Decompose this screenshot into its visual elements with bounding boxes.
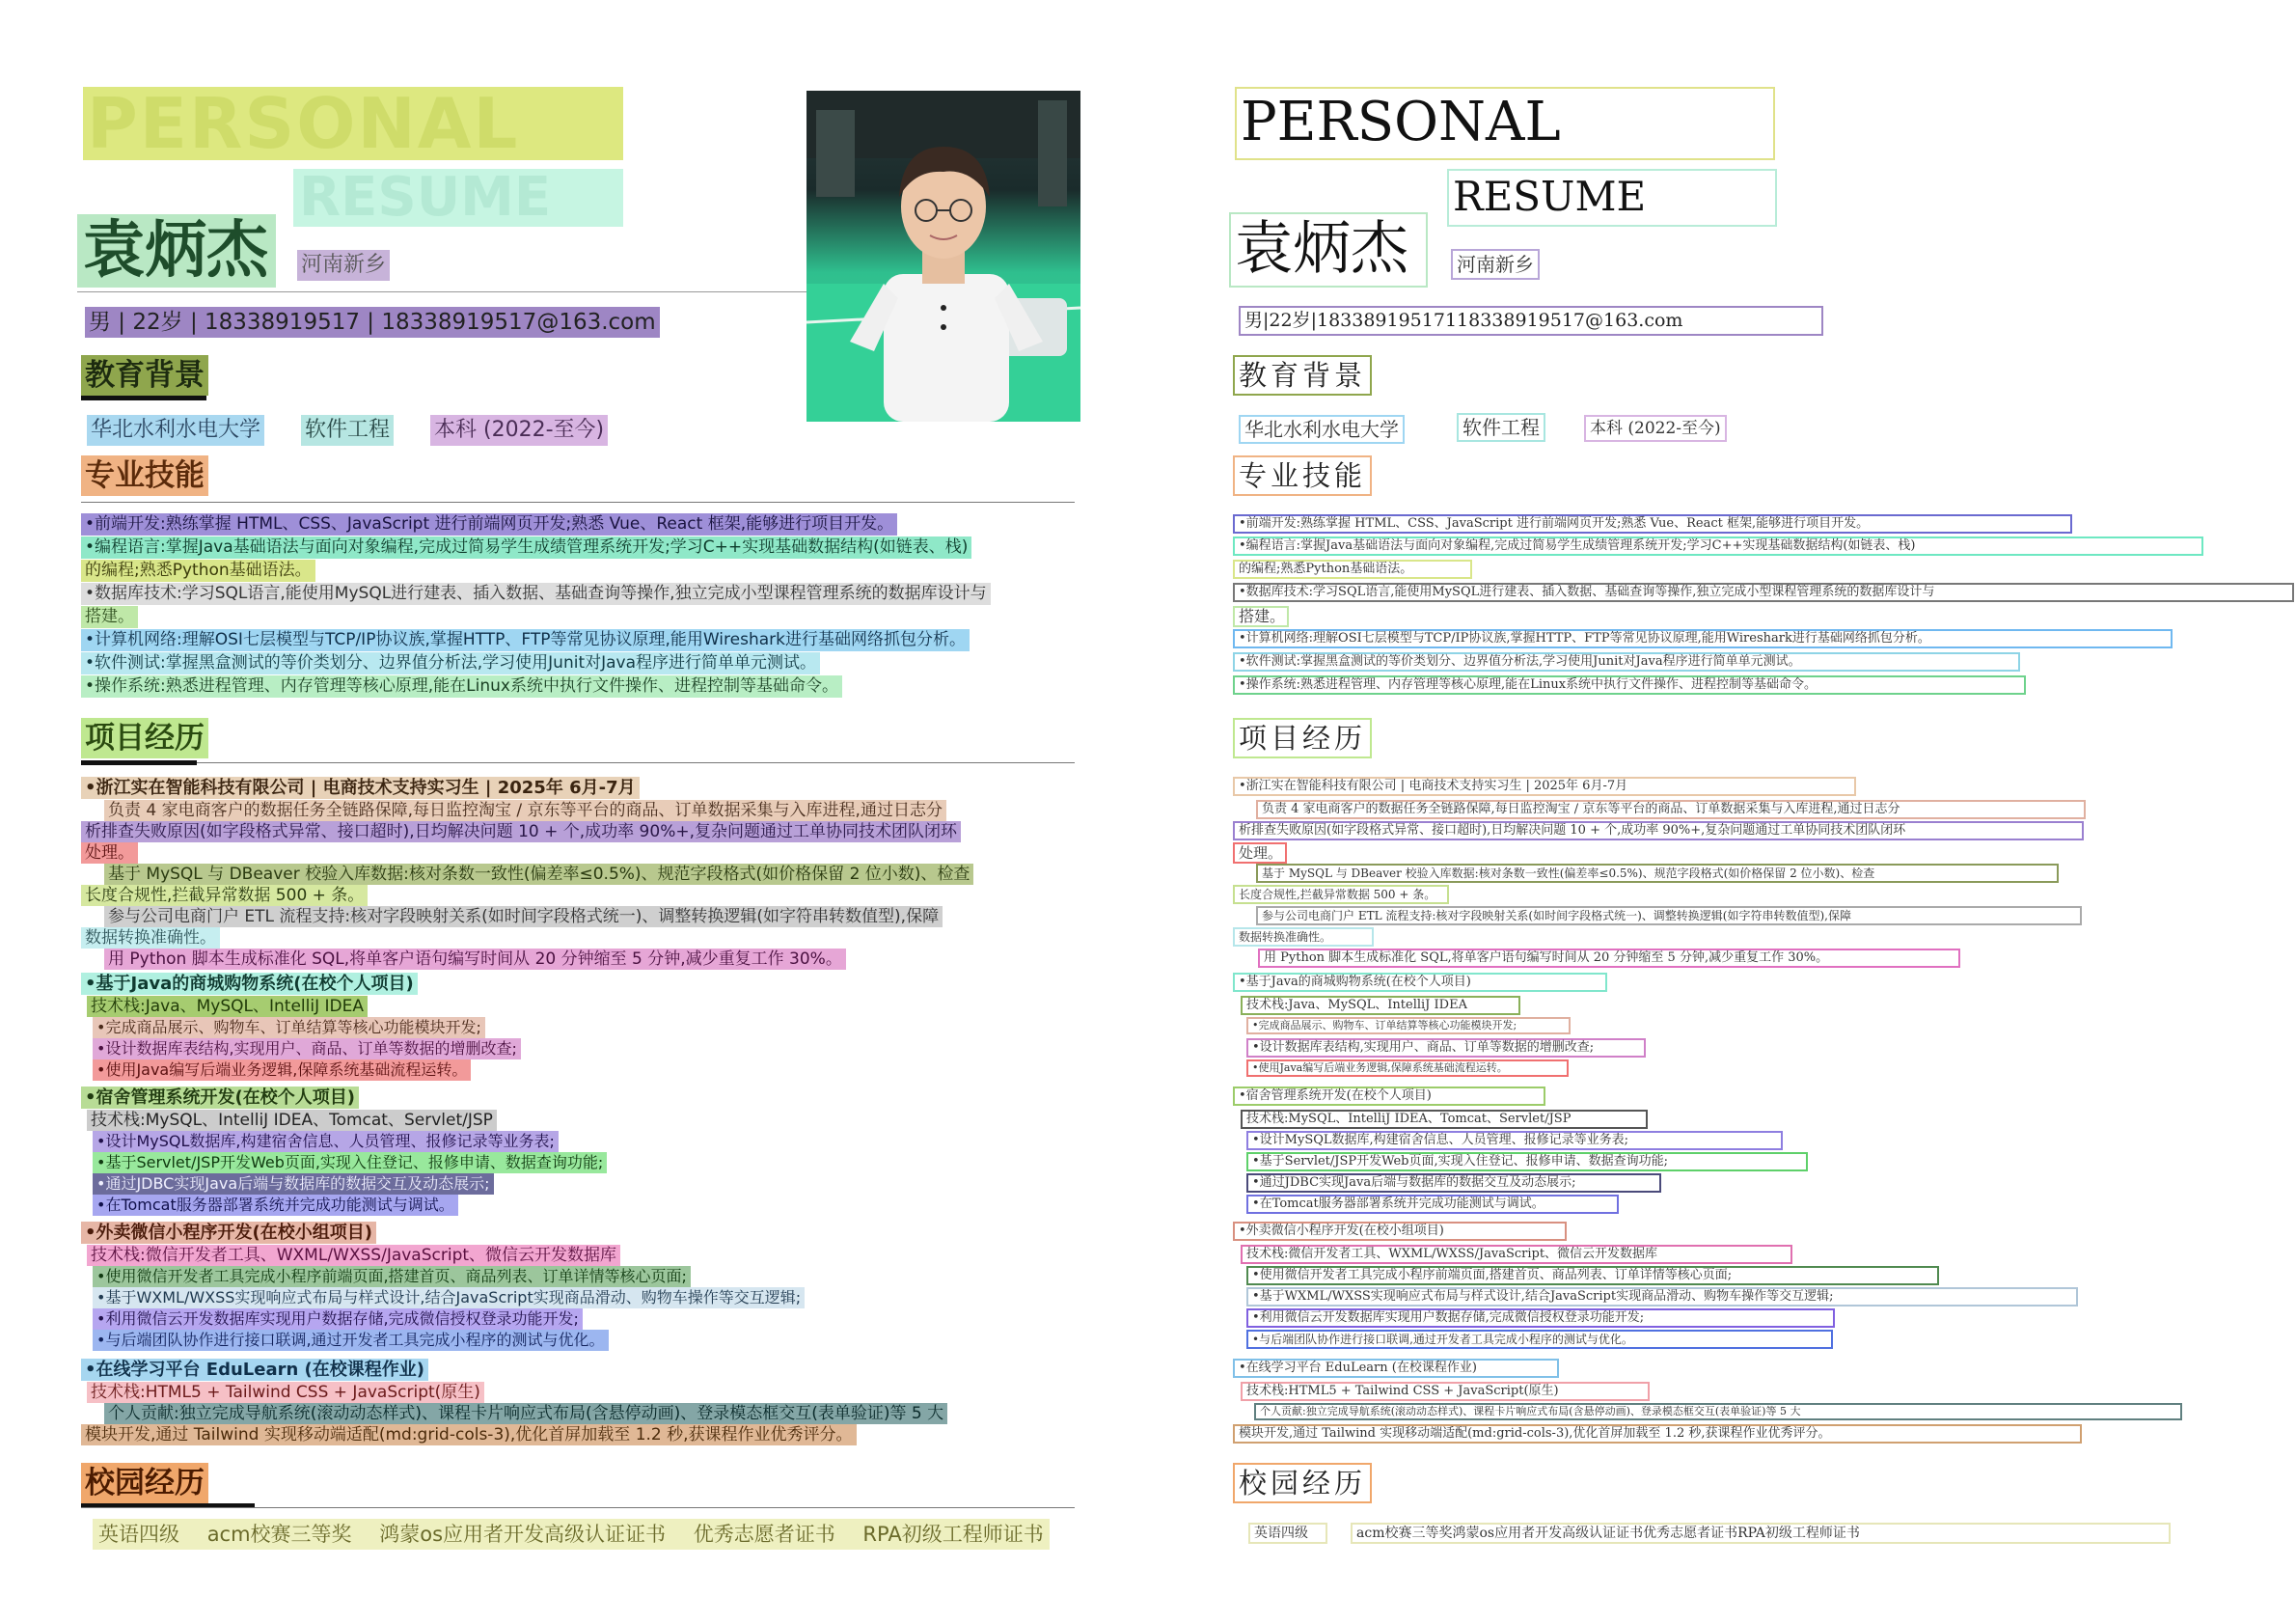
education-heading-outline: 教育背景 (1233, 355, 1372, 396)
title-resume: RESUME (293, 169, 623, 227)
profile-photo (806, 91, 1080, 422)
wechat-item-1-outline: •使用微信开发者工具完成小程序前端页面,搭建首页、商品列表、订单详情等核心页面; (1246, 1266, 1939, 1285)
campus-item: RPA初级工程师证书 (862, 1523, 1044, 1546)
dorm-item-2: •基于Servlet/JSP开发Web页面,实现入住登记、报修申请、数据查询功能; (93, 1152, 607, 1173)
internship-line-1-outline: 负责 4 家电商客户的数据任务全链路保障,每日监控淘宝 / 京东等平台的商品、订单数据采集与入库进程,通过日志分 (1256, 800, 2086, 819)
wechat-item-4-outline: •与后端团队协作进行接口联调,通过开发者工具完成小程序的测试与优化。 (1246, 1330, 1833, 1349)
edulearn-stack: 技术栈:HTML5 + Tailwind CSS + JavaScript(原生) (87, 1382, 484, 1403)
dorm-item-2-outline: •基于Servlet/JSP开发Web页面,实现入住登记、报修申请、数据查询功能; (1246, 1152, 1808, 1171)
edulearn-line-2: 模块开发,通过 Tailwind 实现移动端适配(md:grid-cols-3),优化首屏加载至 1.2 秒,获课程作业优秀评分。 (81, 1424, 857, 1445)
skill-frontend-outline: •前端开发:熟练掌握 HTML、CSS、JavaScript 进行前端网页开发;熟悉 Vue、React 框架,能够进行项目开发。 (1233, 514, 2072, 534)
person-illustration (806, 91, 1080, 422)
skill-frontend: •前端开发:熟练掌握 HTML、CSS、JavaScript 进行前端网页开发;熟悉 Vue、React 框架,能够进行项目开发。 (81, 513, 897, 536)
wechat-stack: 技术栈:微信开发者工具、WXML/WXSS/JavaScript、微信云开发数据库 (87, 1245, 620, 1266)
edulearn-line-2-outline: 模块开发,通过 Tailwind 实现移动端适配(md:grid-cols-3),优化首屏加载至 1.2 秒,获课程作业优秀评分。 (1233, 1424, 2082, 1444)
internship-line-8-outline: 用 Python 脚本生成标准化 SQL,将单客户语句编写时间从 20 分钟缩至 5 分钟,减少重复工作 30%。 (1258, 949, 1960, 968)
contact-info: 男 | 22岁 | 18338919517 | 18338919517@163.com (85, 307, 660, 338)
mall-item-3-outline: •使用Java编写后端业务逻辑,保障系统基础流程运转。 (1246, 1059, 1569, 1077)
internship-line-7-outline: 数据转换准确性。 (1233, 927, 1374, 947)
skill-programming: •编程语言:掌握Java基础语法与面向对象编程,完成过简易学生成绩管理系统开发;学习C++实现基础数据结构(如链表、栈) (81, 536, 971, 559)
skill-os: •操作系统:熟悉进程管理、内存管理等核心原理,能在Linux系统中执行文件操作、进程控制等基础命令。 (81, 675, 842, 698)
edulearn-line-1: 个人贡献:独立完成导航系统(滚动动态样式)、课程卡片响应式布局(含悬停动画)、登录模态框交互(表单验证)等 5 大 (104, 1403, 947, 1424)
education-school: 华北水利水电大学 (87, 415, 264, 446)
title-personal: PERSONAL (83, 87, 623, 160)
skill-testing-outline: •软件测试:掌握黑盒测试的等价类划分、边界值分析法,学习使用Junit对Java程序进行简单单元测试。 (1233, 652, 2020, 672)
mall-title-outline: •基于Java的商城购物系统(在校个人项目) (1233, 973, 1607, 992)
campus-heading: 校园经历 (81, 1463, 208, 1503)
skill-database-cont-outline: 搭建。 (1233, 606, 1289, 627)
dorm-item-3-outline: •通过JDBC实现Java后端与数据库的数据交互及动态展示; (1246, 1173, 1661, 1193)
skill-testing: •软件测试:掌握黑盒测试的等价类划分、边界值分析法,学习使用Junit对Java程序进行简单单元测试。 (81, 652, 820, 674)
education-major: 软件工程 (301, 415, 394, 446)
education-heading: 教育背景 (81, 355, 208, 396)
skill-programming-cont-outline: 的编程;熟悉Python基础语法。 (1233, 560, 1472, 579)
campus-item: acm校赛三等奖 (206, 1523, 352, 1546)
skill-os-outline: •操作系统:熟悉进程管理、内存管理等核心原理,能在Linux系统中执行文件操作、进程控制等基础命令。 (1233, 675, 2026, 695)
mall-item-1: •完成商品展示、购物车、订单结算等核心功能模块开发; (93, 1017, 485, 1038)
dorm-item-1: •设计MySQL数据库,构建宿舍信息、人员管理、报修记录等业务表; (93, 1131, 559, 1152)
title-resume-outline: RESUME (1447, 169, 1777, 227)
education-degree: 本科 (2022-至今) (430, 415, 608, 446)
mall-item-2: •设计数据库表结构,实现用户、商品、订单等数据的增删改查; (93, 1038, 521, 1059)
education-major-outline: 软件工程 (1457, 413, 1545, 442)
projects-divider (81, 762, 1075, 763)
campus-divider (81, 1507, 1075, 1508)
internship-line-2: 析排查失败原因(如字段格式异常、接口超时),日均解决问题 10 + 个,成功率 90%+,复杂问题通过工单协同技术团队闭环 (81, 821, 961, 842)
wechat-item-2: •基于WXML/WXSS实现响应式布局与样式设计,结合JavaScript实现商品滑动、购物车操作等交互逻辑; (93, 1287, 805, 1308)
internship-line-7: 数据转换准确性。 (81, 927, 220, 949)
project-internship-title: •浙江实在智能科技有限公司 | 电商技术支持实习生 | 2025年 6月-7月 (81, 777, 640, 799)
internship-line-6: 参与公司电商门户 ETL 流程支持:核对字段映射关系(如时间字段格式统一)、调整转换逻辑(如字符串转数值型),保障 (104, 906, 943, 927)
title-personal-outline: PERSONAL (1235, 87, 1775, 160)
education-heading-bar (81, 396, 206, 400)
candidate-name-outline: 袁炳杰 (1229, 212, 1428, 288)
project-dorm-title: •宿舍管理系统开发(在校个人项目) (81, 1087, 359, 1109)
education-school-outline: 华北水利水电大学 (1239, 415, 1405, 444)
project-wechat-title: •外卖微信小程序开发(在校小组项目) (81, 1222, 376, 1244)
edulearn-stack-outline: 技术栈:HTML5 + Tailwind CSS + JavaScript(原生) (1241, 1382, 1650, 1401)
internship-line-3: 处理。 (81, 842, 138, 864)
mall-item-1-outline: •完成商品展示、购物车、订单结算等核心功能模块开发; (1246, 1017, 1571, 1034)
skill-network-outline: •计算机网络:理解OSI七层模型与TCP/IP协议族,掌握HTTP、FTP等常见协议原理,能用Wireshark进行基础网络抓包分析。 (1233, 629, 2173, 648)
wechat-item-3: •利用微信云开发数据库实现用户数据存储,完成微信授权登录功能开发; (93, 1308, 583, 1330)
wechat-item-1: •使用微信开发者工具完成小程序前端页面,搭建首页、商品列表、订单详情等核心页面; (93, 1266, 691, 1287)
wechat-item-4: •与后端团队协作进行接口联调,通过开发者工具完成小程序的测试与优化。 (93, 1330, 609, 1351)
campus-item: 鸿蒙os应用者开发高级认证证书 (379, 1523, 667, 1546)
internship-line-6-outline: 参与公司电商门户 ETL 流程支持:核对字段映射关系(如时间字段格式统一)、调整转换逻辑(如字符串转数值型),保障 (1256, 906, 2082, 925)
dorm-item-3: •通过JDBC实现Java后端与数据库的数据交互及动态展示; (93, 1173, 494, 1195)
internship-line-4-outline: 基于 MySQL 与 DBeaver 校验入库数据:核对条数一致性(偏差率≤0.5%)、规范字段格式(如价格保留 2 位小数)、检查 (1256, 864, 2059, 883)
dorm-item-4: •在Tomcat服务器部署系统并完成功能测试与调试。 (93, 1195, 458, 1216)
campus-item: 英语四级 (98, 1523, 179, 1546)
right-resume-panel (1148, 0, 2296, 1623)
dorm-title-outline: •宿舍管理系统开发(在校个人项目) (1233, 1087, 1545, 1106)
education-degree-outline: 本科 (2022-至今) (1584, 415, 1727, 442)
dorm-item-1-outline: •设计MySQL数据库,构建宿舍信息、人员管理、报修记录等业务表; (1246, 1131, 1783, 1150)
candidate-name: 袁炳杰 (77, 214, 276, 288)
wechat-item-3-outline: •利用微信云开发数据库实现用户数据存储,完成微信授权登录功能开发; (1246, 1308, 1835, 1328)
internship-line-5: 长度合规性,拦截异常数据 500 + 条。 (81, 885, 368, 906)
edulearn-title-outline: •在线学习平台 EduLearn (在校课程作业) (1233, 1359, 1559, 1378)
campus-item: 优秀志愿者证书 (693, 1523, 835, 1546)
mall-item-2-outline: •设计数据库表结构,实现用户、商品、订单等数据的增删改查; (1246, 1038, 1646, 1058)
campus-items-left (93, 1519, 1050, 1550)
mall-stack: 技术栈:Java、MySQL、IntelliJ IDEA (87, 996, 368, 1017)
dorm-stack-outline: 技术栈:MySQL、IntelliJ IDEA、Tomcat、Servlet/JSP (1241, 1110, 1648, 1129)
skill-database-outline: •数据库技术:学习SQL语言,能使用MySQL进行建表、插入数据、基础查询等操作,独立完成小型课程管理系统的数据库设计与 (1233, 583, 2294, 602)
edulearn-line-1-outline: 个人贡献:独立完成导航系统(滚动动态样式)、课程卡片响应式布局(含悬停动画)、登录模态框交互(表单验证)等 5 大 (1254, 1403, 2182, 1420)
skills-heading-outline: 专业技能 (1233, 455, 1372, 496)
internship-line-2-outline: 析排查失败原因(如字段格式异常、接口超时),日均解决问题 10 + 个,成功率 90%+,复杂问题通过工单协同技术团队闭环 (1233, 821, 2084, 840)
internship-line-4: 基于 MySQL 与 DBeaver 校验入库数据:核对条数一致性(偏差率≤0.5%)、规范字段格式(如价格保留 2 位小数)、检查 (104, 864, 973, 885)
dorm-item-4-outline: •在Tomcat服务器部署系统并完成功能测试与调试。 (1246, 1195, 1619, 1214)
wechat-item-2-outline: •基于WXML/WXSS实现响应式布局与样式设计,结合JavaScript实现商品滑动、购物车操作等交互逻辑; (1246, 1287, 2078, 1307)
skill-programming-cont: 的编程;熟悉Python基础语法。 (81, 560, 315, 582)
campus-item-first-outline: 英语四级 (1248, 1523, 1327, 1544)
projects-heading-outline: 项目经历 (1233, 718, 1372, 758)
contact-info-outline: 男|22岁|1833891951711833891951​7@163.com (1239, 306, 1823, 336)
header-divider (77, 291, 810, 292)
dorm-stack: 技术栈:MySQL、IntelliJ IDEA、Tomcat、Servlet/JSP (87, 1110, 497, 1131)
mall-item-3: •使用Java编写后端业务逻辑,保障系统基础流程运转。 (93, 1059, 471, 1081)
wechat-stack-outline: 技术栈:微信开发者工具、WXML/WXSS/JavaScript、微信云开发数据库 (1241, 1245, 1792, 1264)
internship-line-5-outline: 长度合规性,拦截异常数据 500 + 条。 (1233, 885, 1449, 904)
internship-line-8: 用 Python 脚本生成标准化 SQL,将单客户语句编写时间从 20 分钟缩至 5 分钟,减少重复工作 30%。 (104, 949, 846, 970)
projects-heading-bar (81, 760, 197, 765)
skill-programming-outline: •编程语言:掌握Java基础语法与面向对象编程,完成过简易学生成绩管理系统开发;学习C++实现基础数据结构(如链表、栈) (1233, 536, 2203, 556)
hometown-outline: 河南新乡 (1451, 249, 1540, 280)
internship-title-outline: •浙江实在智能科技有限公司 | 电商技术支持实习生 | 2025年 6月-7月 (1233, 777, 1856, 796)
mall-stack-outline: 技术栈:Java、MySQL、IntelliJ IDEA (1241, 996, 1520, 1015)
skills-divider (81, 502, 1075, 503)
wechat-title-outline: •外卖微信小程序开发(在校小组项目) (1233, 1222, 1567, 1241)
projects-heading: 项目经历 (81, 718, 208, 758)
internship-line-1: 负责 4 家电商客户的数据任务全链路保障,每日监控淘宝 / 京东等平台的商品、订单数据采集与入库进程,通过日志分 (104, 800, 946, 821)
project-mall-title: •基于Java的商城购物系统(在校个人项目) (81, 973, 418, 995)
skill-database-cont: 搭建。 (81, 606, 138, 628)
hometown: 河南新乡 (297, 250, 390, 281)
campus-heading-outline: 校园经历 (1233, 1463, 1372, 1503)
project-edulearn-title: •在线学习平台 EduLearn (在校课程作业) (81, 1359, 428, 1381)
internship-line-3-outline: 处理。 (1233, 842, 1287, 864)
skill-network: •计算机网络:理解OSI七层模型与TCP/IP协议族,掌握HTTP、FTP等常见协议原理,能用Wireshark进行基础网络抓包分析。 (81, 629, 970, 651)
campus-items-rest-outline: acm校赛三等奖鸿蒙os应用者开发高级认证证书优秀志愿者证书RPA初级工程师证书 (1351, 1523, 2171, 1544)
skill-database: •数据库技术:学习SQL语言,能使用MySQL进行建表、插入数据、基础查询等操作,独立完成小型课程管理系统的数据库设计与 (81, 583, 991, 605)
skills-heading: 专业技能 (81, 455, 208, 496)
